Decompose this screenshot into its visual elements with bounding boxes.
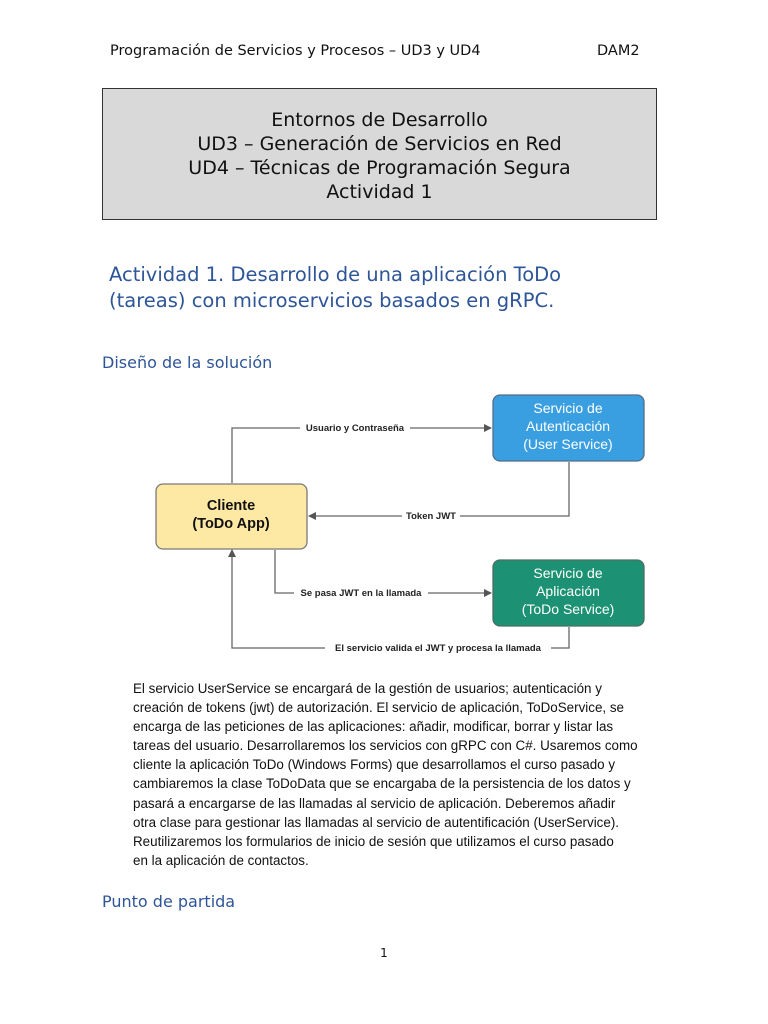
header-course: DAM2: [597, 43, 640, 59]
title-line-3: UD4 – Técnicas de Programación Segura: [188, 157, 571, 179]
section-heading-design: Diseño de la solución: [102, 353, 273, 372]
section-heading-start: Punto de partida: [102, 892, 236, 911]
svg-text:Se pasa JWT en la llamada: Se pasa JWT en la llamada: [300, 588, 422, 599]
activity-heading-line-1: Actividad 1. Desarrollo de una aplicación ToDo: [109, 263, 562, 286]
header-title: Programación de Servicios y Procesos – UD3 y UD4: [110, 43, 481, 59]
paragraph-line: creación de tokens (jwt) de autorización. El servicio de aplicación, ToDoService, se: [133, 700, 624, 716]
page-number: 1: [380, 946, 388, 960]
paragraph-line: Reutilizaremos los formularios de inicio de sesión que utilizamos el curso pasado: [133, 833, 614, 849]
activity-heading-line-2: (tareas) con microservicios basados en gRPC.: [109, 289, 555, 312]
paragraph-line: El servicio UserService se encargará de la gestión de usuarios; autenticación y: [133, 681, 602, 696]
paragraph-line: encarga de las peticiones de las aplicaciones: añadir, modificar, borrar y listar las: [133, 719, 614, 735]
paragraph-line: cliente la aplicación ToDo (Windows Forms) que desarrollamos el curso pasado y: [133, 757, 616, 773]
paragraph-line: pasará a encargarse de las llamadas al servicio de aplicación. Deberemos añadir: [133, 795, 616, 811]
svg-text:(ToDo Service): (ToDo Service): [521, 601, 615, 617]
title-line-1: Entornos de Desarrollo: [271, 109, 488, 131]
edge-token-label: [402, 509, 460, 522]
svg-text:Token JWT: Token JWT: [406, 511, 456, 522]
paragraph-line: cambiaremos la clase ToDoData que se encargaba de la persistencia de los datos y: [133, 776, 631, 792]
edge-credentials-arrow: [232, 428, 491, 483]
title-line-4: Actividad 1: [326, 181, 433, 203]
paragraph-line: tareas del usuario. Desarrollaremos los servicios con gRPC con C#. Usaremos como: [133, 738, 638, 754]
svg-text:(ToDo App): (ToDo App): [192, 516, 270, 532]
auth-service-node: [493, 395, 644, 461]
svg-text:Aplicación: Aplicación: [536, 583, 600, 599]
svg-text:Autenticación: Autenticación: [525, 418, 611, 434]
svg-text:El servicio valida el JWT y pr: El servicio valida el JWT y procesa la llamada: [335, 643, 541, 654]
title-line-2: UD3 – Generación de Servicios en Red: [197, 133, 562, 155]
edge-token-arrow: [309, 462, 569, 516]
edge-pass-jwt-label: [294, 586, 428, 599]
svg-text:Servicio de: Servicio de: [533, 565, 603, 581]
app-service-node: [493, 560, 644, 626]
description-paragraph: [133, 679, 663, 870]
svg-text:Usuario y Contraseña: Usuario y Contraseña: [305, 423, 405, 434]
paragraph-line: otra clase para gestionar las llamadas al servicio de autentificación (UserService).: [133, 814, 620, 830]
svg-text:Servicio de: Servicio de: [533, 400, 603, 416]
svg-text:(User Service): (User Service): [523, 436, 613, 452]
edge-credentials-label: [300, 421, 410, 434]
paragraph-line: en la aplicación de contactos.: [133, 852, 309, 868]
client-node: [156, 484, 307, 549]
edge-validate-label: [325, 641, 551, 654]
svg-text:Cliente: Cliente: [206, 498, 256, 514]
